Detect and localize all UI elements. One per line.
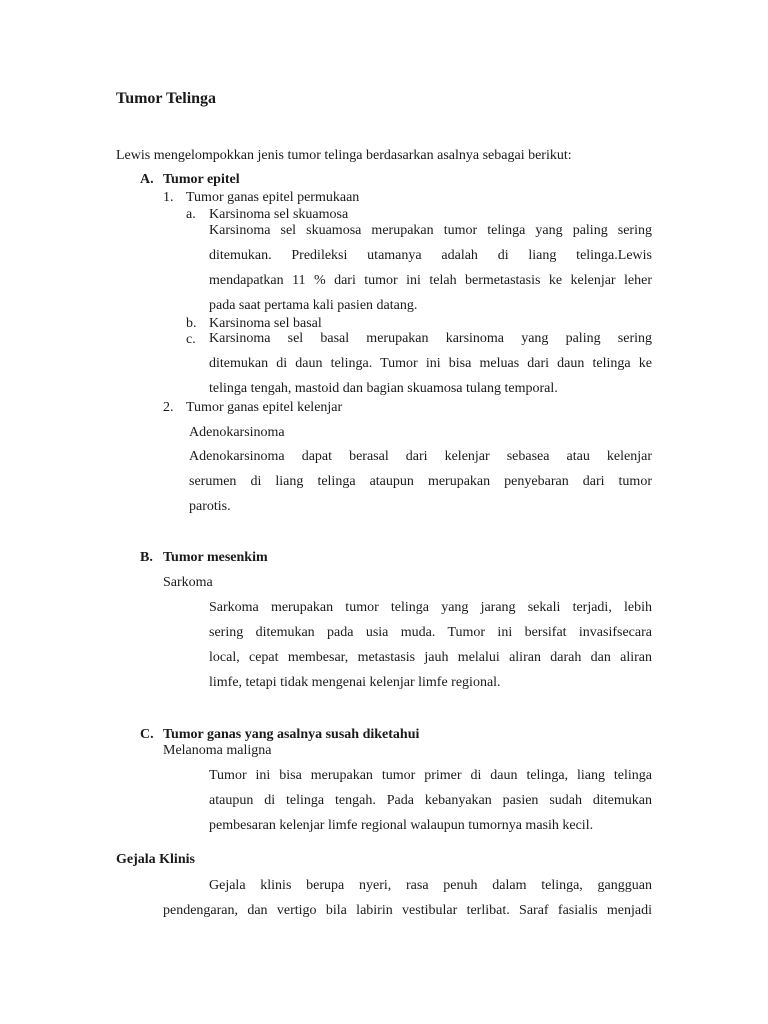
section-b-paragraph <box>209 595 652 695</box>
paragraph-line: Gejala klinis berupa nyeri, rasa penuh dalam telinga, gangguan <box>209 878 652 893</box>
item-1c-marker: c. <box>186 332 196 347</box>
paragraph-line: telinga tengah, mastoid dan bagian skuamosa tulang temporal. <box>209 381 558 396</box>
section-c-subtitle: Melanoma maligna <box>163 743 272 758</box>
section-b-marker: B. <box>140 550 153 565</box>
section-c-heading: Tumor ganas yang asalnya susah diketahui <box>163 727 420 742</box>
intro-paragraph: Lewis mengelompokkan jenis tumor telinga berdasarkan asalnya sebagai berikut: <box>116 148 572 163</box>
gejala-paragraph <box>163 873 652 923</box>
paragraph-line: parotis. <box>189 499 231 514</box>
paragraph-line: Sarkoma merupakan tumor telinga yang jarang sekali terjadi, lebih <box>209 600 652 615</box>
item-1a-paragraph <box>209 218 652 318</box>
paragraph-line: Tumor ini bisa merupakan tumor primer di daun telinga, liang telinga <box>209 768 652 783</box>
paragraph-line: pada saat pertama kali pasien datang. <box>209 298 418 313</box>
item-2-subtitle: Adenokarsinoma <box>189 425 285 440</box>
paragraph-line: Karsinoma sel skuamosa merupakan tumor telinga yang paling sering <box>209 223 652 238</box>
item-1c-paragraph <box>209 326 652 401</box>
section-a-heading: Tumor epitel <box>163 172 240 187</box>
paragraph-line: sering ditemukan pada usia muda. Tumor ini bersifat invasifsecara <box>209 625 652 640</box>
paragraph-line: Adenokarsinoma dapat berasal dari kelenjar sebasea atau kelenjar <box>189 449 652 464</box>
paragraph-line: serumen di liang telinga ataupun merupakan penyebaran dari tumor <box>189 474 652 489</box>
section-b-subtitle: Sarkoma <box>163 575 213 590</box>
paragraph-line: Karsinoma sel basal merupakan karsinoma yang paling sering <box>209 331 652 346</box>
item-2-label: Tumor ganas epitel kelenjar <box>186 400 343 415</box>
paragraph-line: limfe, tetapi tidak mengenai kelenjar limfe regional. <box>209 675 501 690</box>
item-2-marker: 2. <box>163 400 174 415</box>
item-1b-marker: b. <box>186 316 197 331</box>
paragraph-line: pendengaran, dan vertigo bila labirin vestibular terlibat. Saraf fasialis menjadi <box>163 903 652 918</box>
gejala-heading: Gejala Klinis <box>116 852 195 867</box>
section-c-marker: C. <box>140 727 154 742</box>
paragraph-line: ditemukan di daun telinga. Tumor ini bisa meluas dari daun telinga ke <box>209 356 652 371</box>
item-2-paragraph <box>189 444 652 519</box>
item-1-marker: 1. <box>163 190 174 205</box>
paragraph-line: ataupun di telinga tengah. Pada kebanyakan pasien sudah ditemukan <box>209 793 652 808</box>
item-1-label: Tumor ganas epitel permukaan <box>186 190 360 205</box>
page-title: Tumor Telinga <box>116 90 217 107</box>
paragraph-line: local, cepat membesar, metastasis jauh melalui aliran darah dan aliran <box>209 650 652 665</box>
item-1b-label: Karsinoma sel basal <box>209 316 322 331</box>
paragraph-line: pembesaran kelenjar limfe regional walaupun tumornya masih kecil. <box>209 818 594 833</box>
item-1a-marker: a. <box>186 207 196 222</box>
section-b-heading: Tumor mesenkim <box>163 550 268 565</box>
paragraph-line: mendapatkan 11 % dari tumor ini telah bermetastasis ke kelenjar leher <box>209 273 652 288</box>
paragraph-line: ditemukan. Predileksi utamanya adalah di liang telinga.Lewis <box>209 248 652 263</box>
item-1a-label: Karsinoma sel skuamosa <box>209 207 349 222</box>
section-c-paragraph <box>209 763 652 838</box>
section-a-marker: A. <box>140 172 154 187</box>
